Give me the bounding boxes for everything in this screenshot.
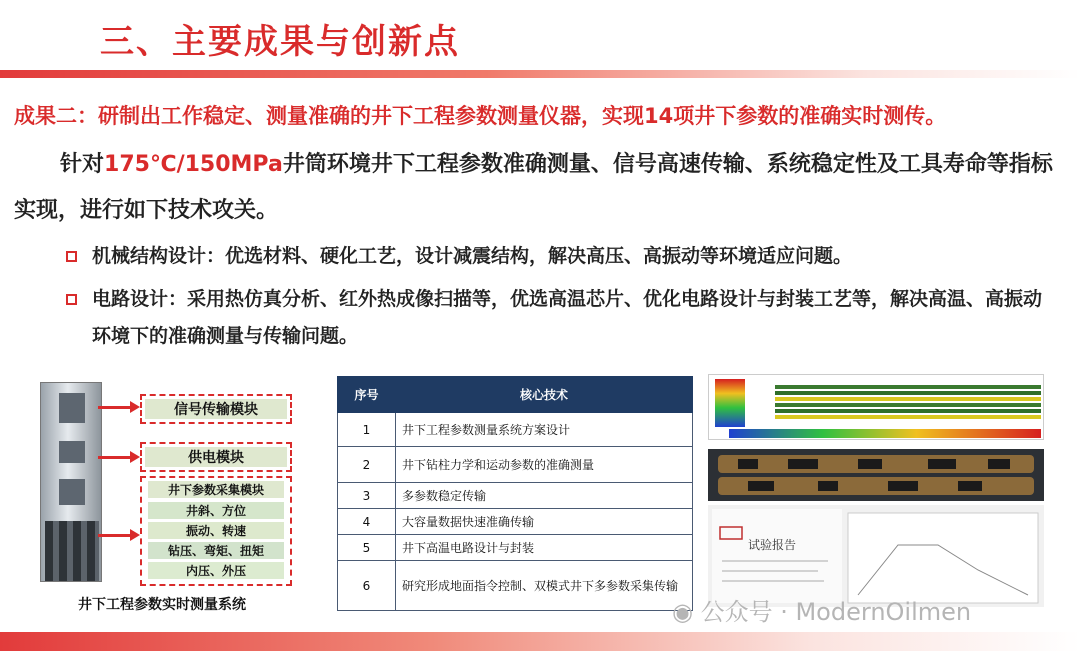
- row-technology: 研究形成地面指令控制、双模式井下多参数采集传输: [396, 561, 693, 611]
- watermark-text: 公众号 · ModernOilmen: [700, 598, 972, 626]
- title-divider: [0, 70, 1080, 78]
- square-bullet-icon: [66, 294, 77, 305]
- row-technology: 井下钻柱力学和运动参数的准确测量: [396, 447, 693, 483]
- tool-bottom: [45, 521, 99, 581]
- bullet-text: 电路设计：采用热仿真分析、红外热成像扫描等，优选高温芯片、优化电路设计与封装工艺等，解决高温、高振动环境下的准确测量与传输问题。: [92, 288, 1043, 347]
- footer-band: [0, 632, 1080, 651]
- circuit-board-graphic: [708, 449, 1044, 501]
- row-number: 2: [338, 447, 396, 483]
- bullet-item: [66, 281, 1056, 355]
- arrow-icon: [98, 456, 132, 459]
- core-technology-table: [337, 376, 693, 611]
- sub-item-label: 内压、外压: [148, 562, 284, 579]
- tool-segment: [59, 479, 85, 505]
- signal-module-box: [140, 394, 292, 424]
- wechat-icon: ◉: [672, 598, 693, 626]
- row-technology: 大容量数据快速准确传输: [396, 509, 693, 535]
- power-module-box: [140, 442, 292, 472]
- diagram-caption: 井下工程参数实时测量系统: [78, 597, 246, 613]
- row-technology: 井下高温电路设计与封装: [396, 535, 693, 561]
- table-header-row: [338, 377, 693, 413]
- table-row: [338, 483, 693, 509]
- row-number: 3: [338, 483, 396, 509]
- acquisition-module-box: [140, 476, 292, 586]
- row-number: 6: [338, 561, 396, 611]
- table-row: [338, 561, 693, 611]
- tool-segment: [59, 441, 85, 463]
- bullet-list: [66, 238, 1056, 361]
- bullet-text: 机械结构设计：优选材料、硬化工艺，设计减震结构，解决高压、高振动等环境适应问题。: [92, 245, 853, 267]
- tool-segment: [59, 393, 85, 423]
- sub-item-label: 钻压、弯矩、扭矩: [148, 542, 284, 559]
- table-row: [338, 509, 693, 535]
- intro-prefix: 针对: [60, 152, 105, 177]
- module-label: 井下参数采集模块: [148, 481, 284, 498]
- achievement-heading: 成果二：研制出工作稳定、测量准确的井下工程参数测量仪器，实现14项井下参数的准确实时测传。: [14, 104, 947, 128]
- column-header-number: 序号: [338, 377, 396, 413]
- row-number: 5: [338, 535, 396, 561]
- module-label: 供电模块: [145, 447, 287, 467]
- title-bar: [0, 0, 1080, 80]
- row-technology: 井下工程参数测量系统方案设计: [396, 413, 693, 447]
- intro-text: 井筒环境井下工程参数准确测量、信号高速传输、系统稳定性及工具寿命等指标实现，进行如下技术攻关。: [14, 152, 1053, 223]
- report-title: 试验报告: [748, 538, 797, 552]
- table-row: [338, 413, 693, 447]
- thermal-simulation-image: [708, 374, 1044, 440]
- arrow-icon: [98, 534, 132, 537]
- module-label: 信号传输模块: [145, 399, 287, 419]
- table-row: [338, 447, 693, 483]
- measurement-system-diagram: [32, 376, 300, 586]
- table-row: [338, 535, 693, 561]
- square-bullet-icon: [66, 251, 77, 262]
- intro-highlight: 175℃/150MPa: [104, 152, 283, 177]
- intro-paragraph: [14, 142, 1069, 234]
- column-header-technology: 核心技术: [396, 377, 693, 413]
- circuit-board-image: [708, 449, 1044, 501]
- thermal-simulation-graphic: [709, 375, 1044, 440]
- page-title: 三、主要成果与创新点: [100, 22, 460, 62]
- row-number: 1: [338, 413, 396, 447]
- downhole-tool-image: [40, 382, 102, 582]
- sub-item-label: 井斜、方位: [148, 502, 284, 519]
- row-number: 4: [338, 509, 396, 535]
- watermark: [672, 592, 971, 627]
- sub-item-label: 振动、转速: [148, 522, 284, 539]
- arrow-icon: [98, 406, 132, 409]
- row-technology: 多参数稳定传输: [396, 483, 693, 509]
- bullet-item: [66, 238, 1056, 275]
